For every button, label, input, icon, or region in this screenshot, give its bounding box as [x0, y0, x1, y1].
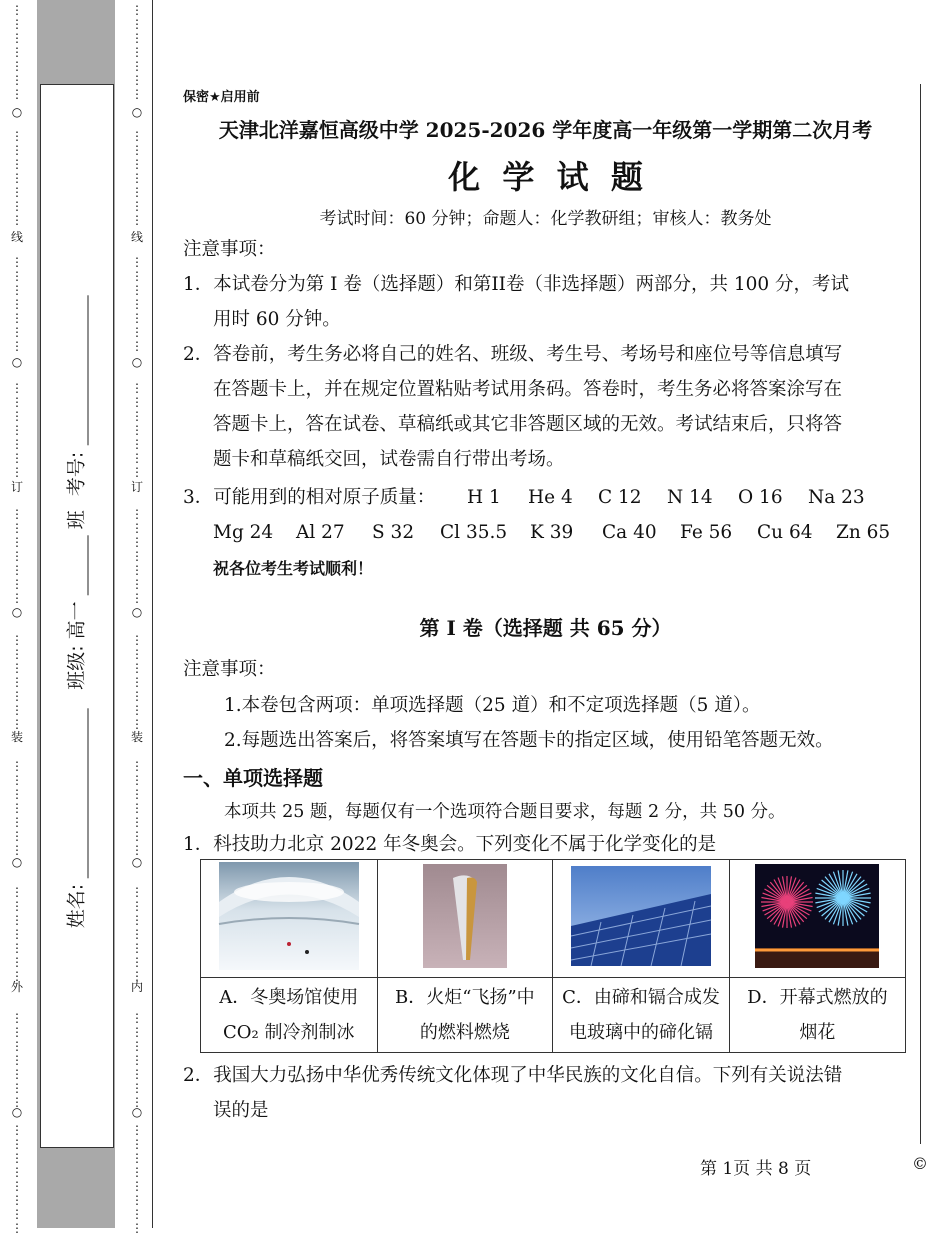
atomic-mass: H 1	[467, 487, 501, 508]
atomic-mass: O 16	[738, 487, 783, 508]
part1-notice-heading: 注意事项：	[183, 659, 276, 680]
binding-mark: ○	[131, 355, 143, 369]
option-a[interactable]	[201, 978, 378, 1053]
binding-mark: ○	[131, 605, 143, 619]
notice-item-2-cont: 题卡和草稿纸交回，试卷需自行带出考场。	[213, 449, 565, 470]
part1-notice-2: 2.每题选出答案后，将答案填写在答题卡的指定区域，使用铅笔答题无效。	[224, 730, 834, 751]
atomic-mass: K 39	[530, 522, 574, 543]
outer-cut-line: ⋮ ⋮ ⋮ ⋮ ⋮ ⋮ ⋮ ⋮ ⋮ ⋮ ⋮ ⋮ ⋮ ⋮ ⋮ ⋮ ⋮ ⋮ ⋮ ⋮ ⋮ ⋮ ⋮ ⋮ ⋮ ⋮ ⋮ ⋮ ⋮ ⋮ ⋮ ⋮ ⋮ ⋮ ⋮ ⋮ ⋮ ⋮ ⋮ ⋮ ⋮ ⋮ ⋮ ⋮ ⋮ ⋮ ⋮ ⋮ ⋮ ⋮ ⋮ ⋮ ⋮ ⋮ ⋮ ⋮ ⋮ ⋮ ⋮ ⋮ ⋮ ⋮ ⋮ ⋮ ⋮ ⋮ ⋮ ⋮ ⋮ ⋮ ⋮ ○ 线 ○ 订 ○ 装 ○ 外 ○	[10, 3, 23, 1235]
part1-notice-1: 1.本卷包含两项：单项选择题（25 道）和不定项选择题（5 道）。	[224, 695, 761, 716]
binding-mark: ○	[131, 1105, 143, 1119]
page-number: 第 1页 共 8 页	[700, 1159, 812, 1179]
atomic-mass: Zn 65	[836, 522, 891, 543]
notice-item-2: 2．答卷前，考生务必将自己的姓名、班级、考生号、考场号和座位号等信息填写	[183, 344, 843, 365]
margin-divider	[152, 0, 153, 1228]
notice-item-2-cont: 在答题卡上，并在规定位置粘贴考试用条码。答卷时，考生务必将答案涂写在	[213, 379, 843, 400]
binding-mark: ○	[11, 855, 23, 869]
question-2-stem: 2．我国大力弘扬中华优秀传统文化体现了中华民族的文化自信。下列有关说法错	[183, 1065, 843, 1086]
binding-mark: ○	[11, 1105, 23, 1119]
binding-mark: 外	[10, 980, 23, 994]
class-suffix: 班	[65, 510, 88, 530]
confidential-label: 保密★启用前	[183, 90, 260, 105]
atomic-mass: Fe 56	[680, 522, 733, 543]
atomic-mass: N 14	[667, 487, 713, 508]
school-title: 天津北洋嘉恒高级中学 2025-2026 学年度高一年级第一学期第二次月考	[218, 118, 873, 142]
option-a-text: CO₂ 制冷剂制冰	[223, 1022, 355, 1043]
option-a-image-cell	[201, 860, 378, 978]
subject-title: 化 学 试 题	[448, 158, 643, 196]
inner-cut-line: ⋮ ⋮ ⋮ ⋮ ⋮ ⋮ ⋮ ⋮ ⋮ ⋮ ⋮ ⋮ ⋮ ⋮ ⋮ ⋮ ⋮ ⋮ ⋮ ⋮ ⋮ ⋮ ⋮ ⋮ ⋮ ⋮ ⋮ ⋮ ⋮ ⋮ ⋮ ⋮ ⋮ ⋮ ⋮ ⋮ ⋮ ⋮ ⋮ ⋮ ⋮ ⋮ ⋮ ⋮ ⋮ ⋮ ⋮ ⋮ ⋮ ⋮ ⋮ ⋮ ⋮ ⋮ ⋮ ⋮ ⋮ ⋮ ⋮ ⋮ ⋮ ⋮ ⋮ ⋮ ⋮ ⋮ ⋮ ⋮ ⋮ ⋮ ⋮ ○ 线 ○ 订 ○ 装 ○ 内 ○	[130, 3, 143, 1235]
binding-mark: ○	[131, 105, 143, 119]
section1-desc: 本项共 25 题，每题仅有一个选项符合题目要求，每题 2 分，共 50 分。	[224, 802, 786, 822]
atomic-mass: He 4	[528, 487, 573, 508]
binding-mark: 装	[130, 730, 143, 744]
binding-mark: 订	[130, 480, 143, 494]
binding-mark: ○	[11, 355, 23, 369]
question-1-stem: 1．科技助力北京 2022 年冬奥会。下列变化不属于化学变化的是	[183, 834, 717, 855]
option-d-text: D．开幕式燃放的	[747, 987, 888, 1008]
binding-mark: ○	[11, 105, 23, 119]
option-d-text: 烟花	[799, 1022, 836, 1043]
exam-no-field[interactable]	[70, 296, 89, 446]
option-c-text: C．由碲和镉合成发	[562, 987, 720, 1008]
atomic-mass: Ca 40	[602, 522, 657, 543]
fireworks-image	[755, 864, 879, 968]
binding-mark: ○	[131, 855, 143, 869]
option-c-text: 电玻璃中的碲化镉	[568, 1022, 713, 1043]
binding-mark: 内	[130, 980, 143, 994]
atomic-mass: Al 27	[296, 522, 345, 543]
exam-no-label: 考号:	[65, 451, 88, 497]
binding-mark: ○	[11, 605, 23, 619]
atomic-mass: S 32	[372, 522, 415, 543]
option-d-image-cell	[729, 860, 905, 978]
atomic-mass: C 12	[598, 487, 642, 508]
question-1-options-table	[200, 859, 906, 1053]
class-field[interactable]	[70, 535, 89, 595]
option-b-image-cell	[377, 860, 553, 978]
binding-mark: 装	[10, 730, 23, 744]
good-luck: 祝各位考生考试顺利！	[213, 559, 374, 578]
atomic-mass: Na 23	[808, 487, 865, 508]
name-field[interactable]	[70, 708, 89, 878]
name-label: 姓名:	[65, 883, 88, 929]
corner-mark: ©	[912, 1154, 928, 1173]
question-2-stem-cont: 误的是	[213, 1100, 269, 1121]
class-value: 高一	[65, 601, 88, 640]
torch-image	[423, 864, 507, 968]
exam-info: 考试时间：60 分钟；命题人：化学教研组；审核人：教务处	[319, 209, 772, 229]
notice-item-3: 3．可能用到的相对原子质量：	[183, 487, 436, 508]
notice-heading: 注意事项：	[183, 239, 276, 260]
option-d[interactable]	[729, 978, 905, 1053]
student-info	[62, 296, 89, 929]
option-b-text: 的燃料燃烧	[419, 1022, 510, 1043]
section1-title: 一、单项选择题	[183, 766, 323, 790]
option-c[interactable]	[553, 978, 730, 1053]
binding-mark: 订	[10, 480, 23, 494]
atomic-mass: Cu 64	[757, 522, 813, 543]
option-a-text: A．冬奥场馆使用	[219, 987, 359, 1008]
atomic-mass: Cl 35.5	[440, 522, 508, 543]
notice-item-1-cont: 用时 60 分钟。	[213, 309, 341, 330]
part1-title: 第 I 卷（选择题 共 65 分）	[419, 616, 672, 640]
notice-item-1: 1．本试卷分为第 I 卷（选择题）和第II卷（非选择题）两部分，共 100 分，考试	[183, 274, 850, 295]
class-label: 班级:	[65, 645, 88, 690]
binding-mark: 线	[10, 230, 23, 244]
solar-panel-image	[571, 866, 711, 966]
page-right-border	[920, 84, 921, 1144]
notice-item-2-cont: 答题卡上，答在试卷、草稿纸或其它非答题区域的无效。考试结束后，只将答	[213, 414, 843, 435]
option-c-image-cell	[553, 860, 730, 978]
ice-rink-image	[219, 862, 359, 970]
atomic-mass: Mg 24	[213, 522, 274, 543]
option-b-text: B．火炬“飞扬”中	[395, 987, 535, 1008]
binding-mark: 线	[130, 230, 143, 244]
option-b[interactable]	[377, 978, 553, 1053]
